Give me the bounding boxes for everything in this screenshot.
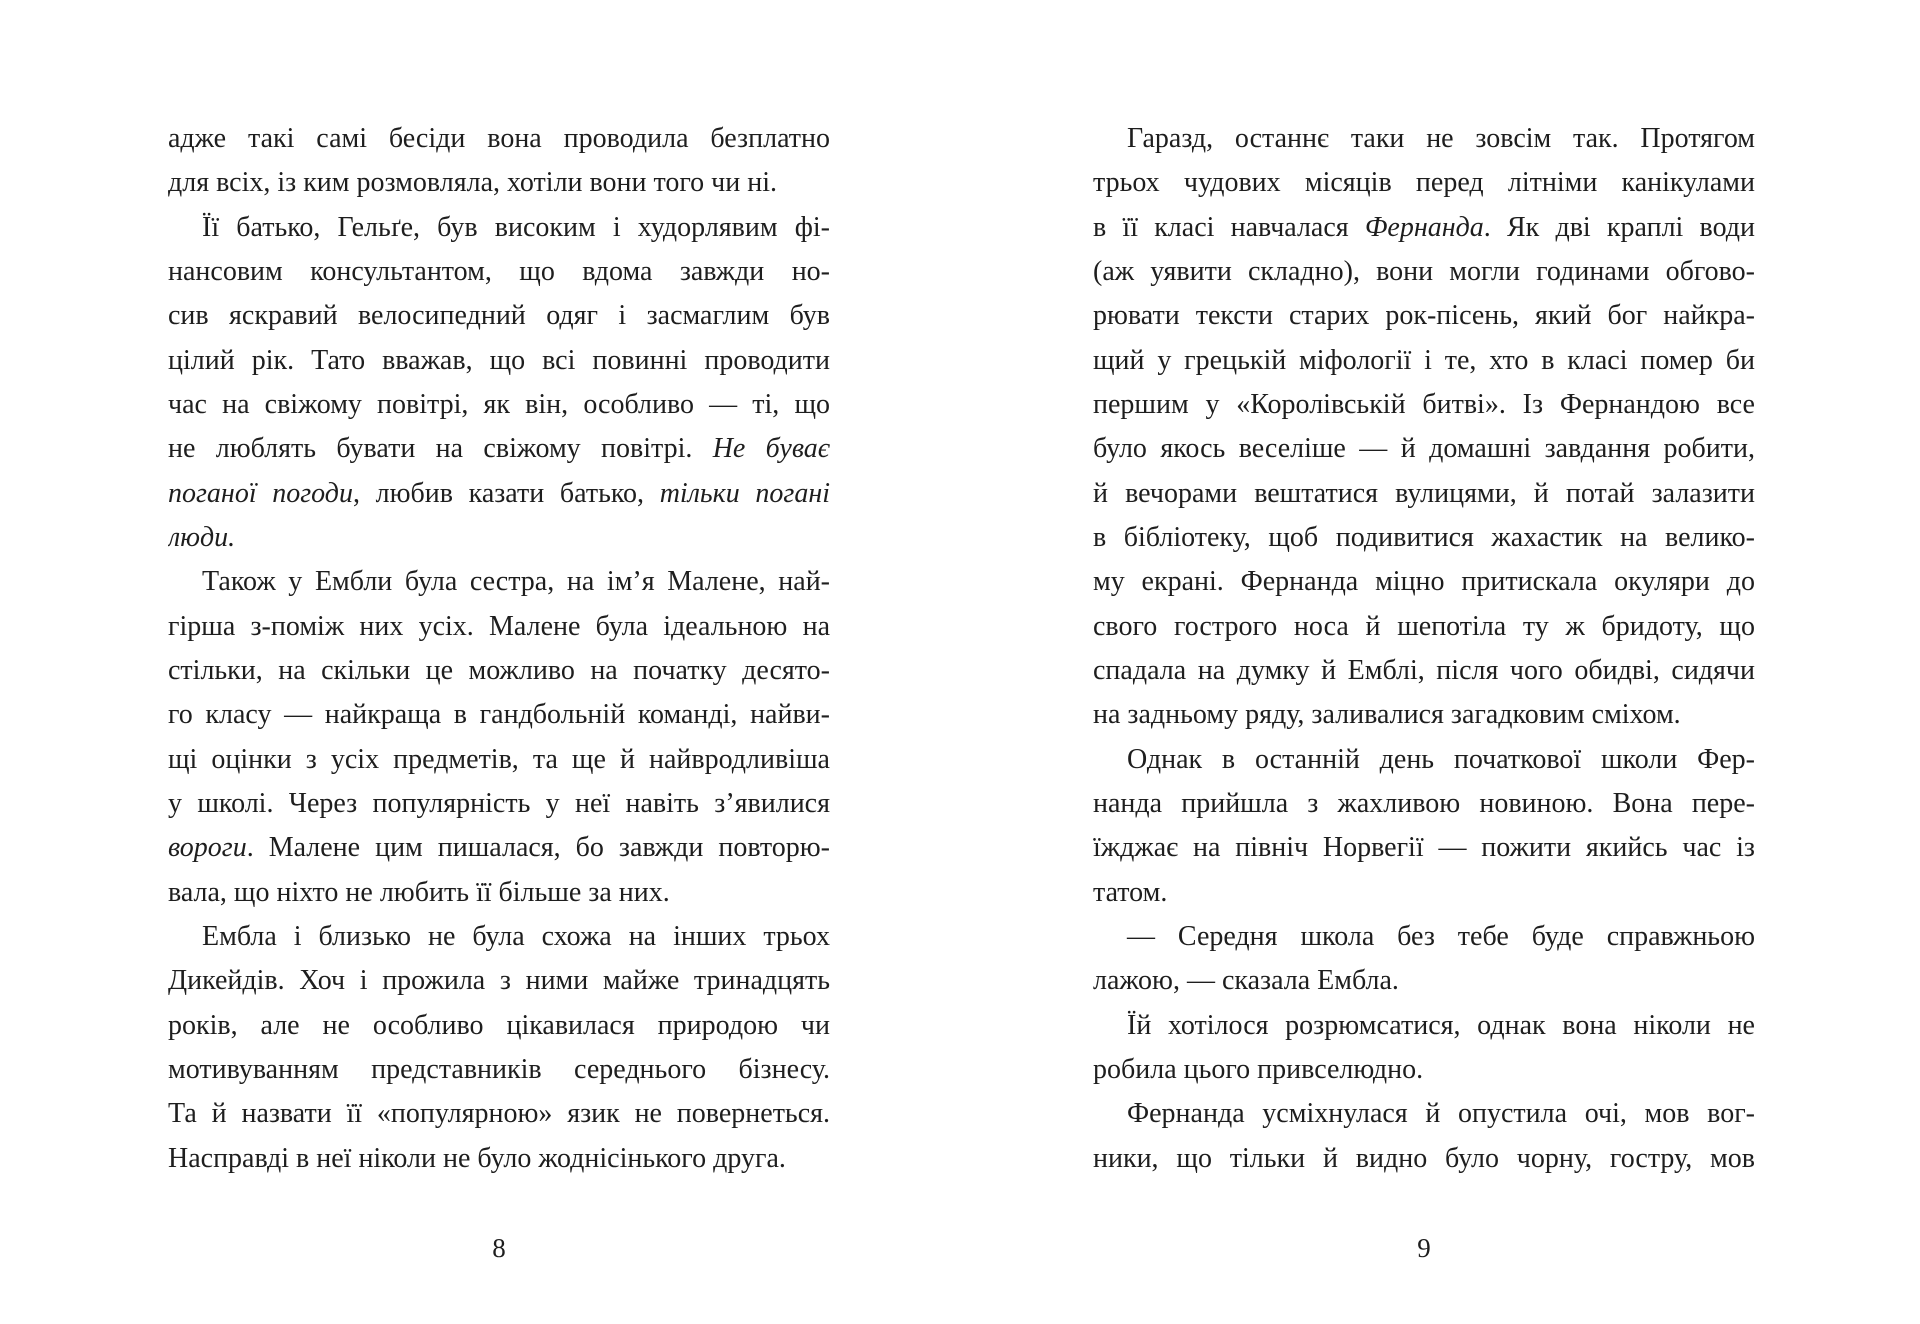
text-line — [1093, 649, 1755, 693]
text-segment: го класу — найкраща в гандбольній команді, найви- — [168, 699, 830, 731]
text-line — [1093, 693, 1755, 737]
text-segment: цілий рік. Тато вважав, що всі повинні проводити — [168, 344, 830, 376]
text-segment: Її батько, Гельґе, був високим і худорлявим фі- — [202, 211, 830, 243]
text-line — [1093, 560, 1755, 604]
text-line — [1093, 1137, 1755, 1181]
text-segment: — Середня школа без тебе буде справжньою — [1127, 920, 1755, 952]
text-segment: в її класі навчалася — [1093, 211, 1365, 243]
text-segment: Дикейдів. Хоч і прожила з ними майже тринадцять — [168, 965, 830, 997]
text-segment: Насправді в неї ніколи не було жоднісінького друга. — [168, 1142, 786, 1174]
text-line — [1093, 383, 1755, 427]
text-segment: вала, що ніхто не любить її більше за них. — [168, 876, 670, 908]
text-segment: адже такі самі бесіди вона проводила безплатно — [168, 123, 830, 154]
text-segment: було якось веселіше — й домашні завдання робити, — [1093, 433, 1755, 465]
text-segment: Ембла і близько не була схожа на інших трьох — [202, 920, 830, 952]
text-segment: , любив казати батько, — [352, 477, 660, 509]
text-segment: стільки, на скільки це можливо на початку десято- — [168, 654, 830, 686]
text-line — [1093, 117, 1755, 161]
text-segment: щі оцінки з усіх предметів, та ще й найвродливіша — [168, 743, 830, 775]
text-segment: років, але не особливо цікавилася природою чи — [168, 1009, 830, 1041]
text-segment: у школі. Через популярність у неї навіть з’явилися — [168, 787, 830, 819]
page-left-number: 8 — [492, 1233, 506, 1263]
text-line — [1093, 472, 1755, 516]
text-line — [1093, 605, 1755, 649]
text-line — [1093, 959, 1755, 1003]
text-line — [1093, 915, 1755, 959]
text-line — [1093, 206, 1755, 250]
text-line — [1093, 871, 1755, 915]
text-segment: Також у Ембли була сестра, на ім’я Малене, най- — [202, 566, 830, 598]
text-segment: їжджає на північ Норвегії — пожити якийсь час із — [1093, 832, 1755, 864]
text-segment: гірша з-поміж них усіх. Малене була ідеальною на — [168, 610, 830, 642]
text-segment: рювати тексти старих рок-пісень, який бог найкра- — [1093, 300, 1755, 332]
text-line — [1093, 738, 1755, 782]
text-segment: свого гострого носа й шепотіла ту ж бридоту, що — [1093, 610, 1755, 642]
text-segment: щий у грецькій міфології і те, хто в класі помер би — [1093, 344, 1755, 376]
text-line — [1093, 294, 1755, 338]
text-segment: Гаразд, останнє таки не зовсім так. Протягом — [1127, 123, 1755, 154]
text-segment: лажою, — сказала Ембла. — [1093, 965, 1399, 997]
italic-text-segment: вороги — [168, 832, 247, 864]
text-segment: му екрані. Фернанда міцно притискала окуляри до — [1093, 566, 1755, 598]
text-segment: . Як дві краплі води — [1483, 211, 1755, 243]
text-segment: не люблять бувати на свіжому повітрі. — [168, 433, 713, 465]
text-segment: робила цього привселюдно. — [1093, 1053, 1424, 1085]
text-segment: в бібліотеку, щоб подивитися жахастик на велико- — [1093, 521, 1755, 553]
text-segment: Та й назвати її «популярною» язик не повернеться. — [168, 1098, 830, 1130]
text-segment: Однак в останній день початкової школи Фер- — [1127, 743, 1755, 775]
text-segment: на задньому ряду, заливалися загадковим сміхом. — [1093, 699, 1681, 731]
text-line — [1093, 1004, 1755, 1048]
text-segment: . Малене цим пишалася, бо завжди повторю- — [246, 832, 830, 864]
text-line — [1093, 1092, 1755, 1136]
text-line — [1093, 516, 1755, 560]
text-line — [1093, 339, 1755, 383]
italic-text-segment: Не буває — [712, 433, 830, 465]
text-segment: ники, що тільки й видно було чорну, гостру, мов — [1093, 1142, 1755, 1174]
text-segment: нанда прийшла з жахливою новиною. Вона пере- — [1093, 787, 1755, 819]
text-line — [1093, 782, 1755, 826]
text-line — [1093, 250, 1755, 294]
text-segment: Фернанда усміхнулася й опустила очі, мов вог- — [1127, 1098, 1755, 1130]
text-line — [1093, 1048, 1755, 1092]
italic-text-segment: тільки погані — [659, 477, 830, 509]
text-segment: трьох чудових місяців перед літніми канікулами — [1093, 167, 1755, 199]
text-segment: татом. — [1093, 876, 1168, 908]
text-segment: нансовим консультантом, що вдома завжди но- — [168, 255, 830, 287]
text-segment: (аж уявити складно), вони могли годинами обгово- — [1093, 255, 1755, 287]
text-segment: першим у «Королівській битві». Із Фернандою все — [1093, 388, 1755, 420]
text-segment: сив яскравий велосипедний одяг і засмаглим був — [168, 300, 830, 332]
text-segment: мотивуванням представників середнього бізнесу. — [168, 1053, 830, 1085]
page-right-text-column — [1093, 117, 1755, 1181]
text-segment: час на свіжому повітрі, як він, особливо — ті, що — [168, 388, 830, 420]
text-line — [1093, 161, 1755, 205]
italic-text-segment: люди. — [168, 521, 236, 553]
text-line — [1093, 826, 1755, 870]
text-segment: для всіх, із ким розмовляла, хотіли вони того чи ні. — [168, 167, 778, 199]
text-segment: й вечорами вештатися вулицями, й потай залазити — [1093, 477, 1755, 509]
text-line — [1093, 427, 1755, 471]
italic-text-segment: поганої погоди — [168, 477, 353, 509]
text-segment: Їй хотілося розрюмсатися, однак вона ніколи не — [1127, 1009, 1755, 1041]
page-right-number: 9 — [1417, 1233, 1431, 1263]
italic-text-segment: Фернанда — [1364, 211, 1484, 243]
text-segment: спадала на думку й Емблі, після чого обидві, сидячи — [1093, 654, 1755, 686]
